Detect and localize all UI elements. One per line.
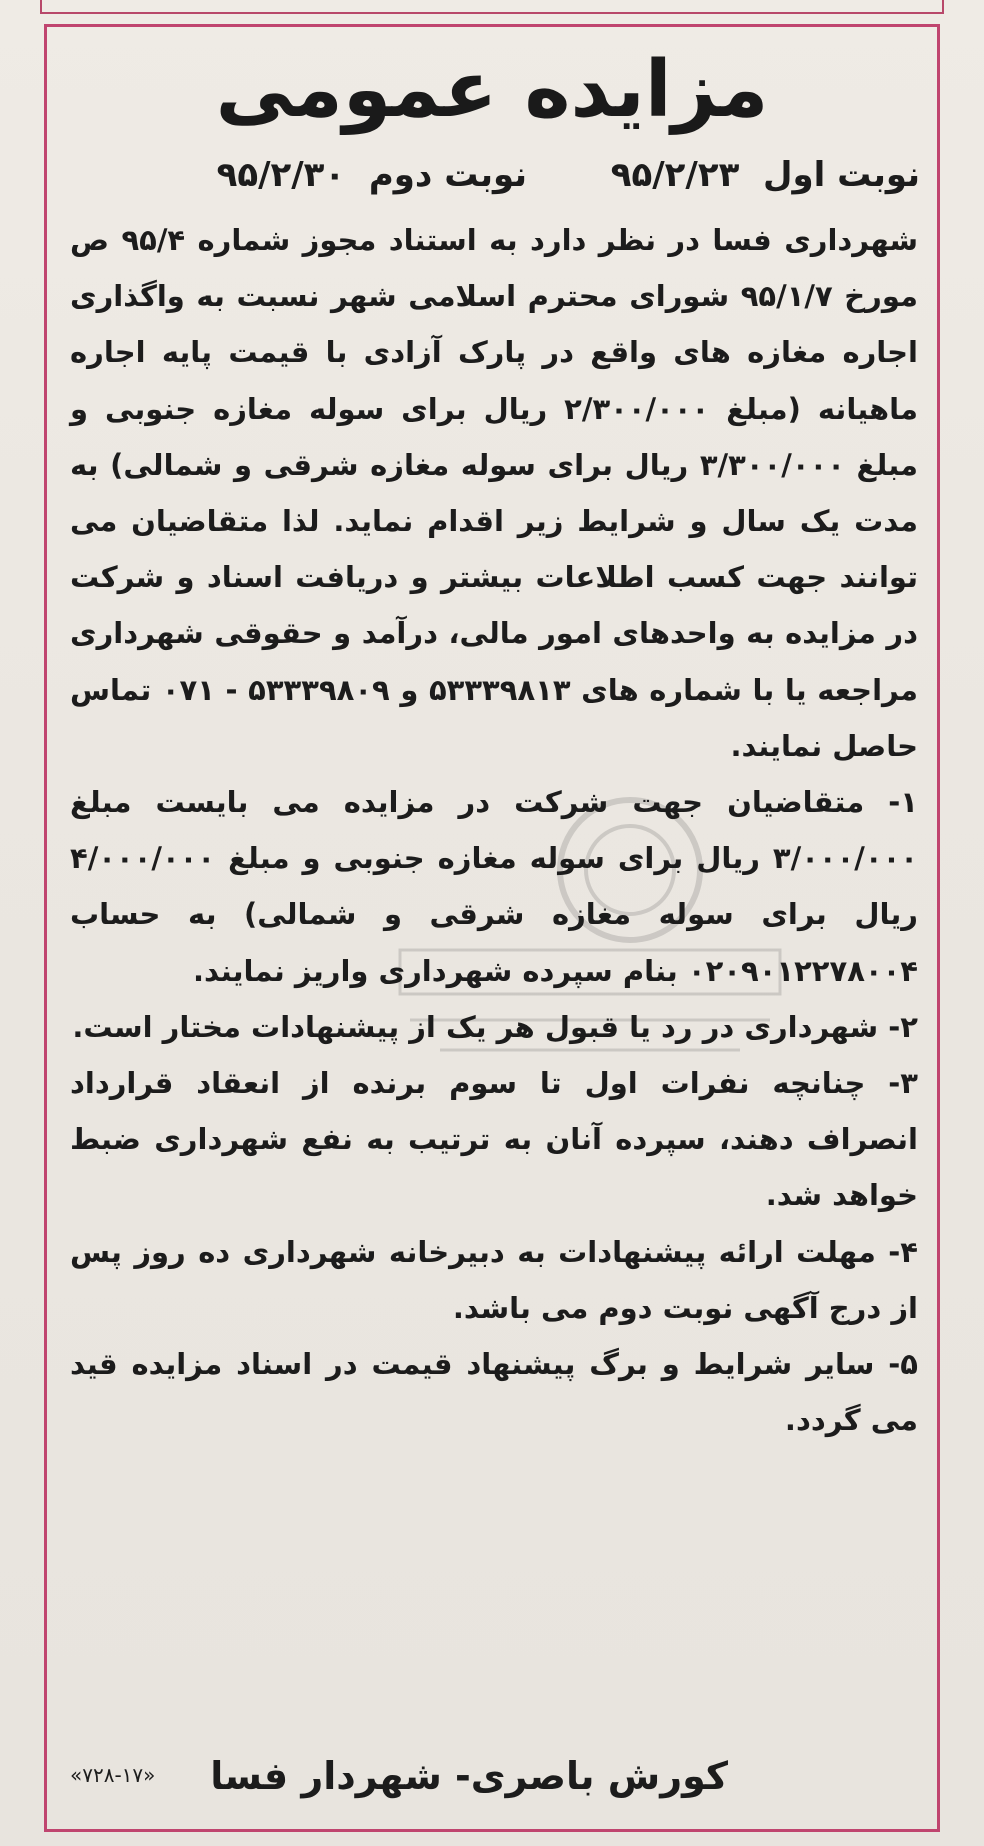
publication-dates xyxy=(70,150,920,200)
signature-row xyxy=(70,1746,918,1806)
condition-1: ۱- متقاضیان جهت شرکت در مزایده می بایست مبلغ ۳/۰۰۰/۰۰۰ ریال برای سوله مغازه جنوبی و مبلغ ۴/۰۰۰/۰۰۰ ریال برای سوله مغازه شرقی و شمالی) به حساب ۰۲۰۹۰۱۲۲۷۸۰۰۴ بنام سپرده شهرداری واریز نمایند. xyxy=(70,785,918,988)
condition-2: ۲- شهرداری در رد یا قبول هر یک از پیشنهادات مختار است. xyxy=(72,1009,918,1044)
signature: کورش باصری- شهردار فسا xyxy=(210,1754,728,1798)
notice-title: مزایده عمومی xyxy=(215,45,769,135)
condition-4: ۴- مهلت ارائه پیشنهادات به دبیرخانه شهرداری ده روز پس از درج آگهی نوبت دوم می باشد. xyxy=(70,1234,918,1325)
intro-paragraph: شهرداری فسا در نظر دارد به استناد مجوز شماره ۹۵/۴ ص مورخ ۹۵/۱/۷ شورای محترم اسلامی شهر نسبت به واگذاری اجاره مغازه های واقع در پارک آزادی با قیمت پایه اجاره ماهیانه (مبلغ ۲/۳۰۰/۰۰۰ ریال برای سوله مغازه جنوبی و مبلغ ۳/۳۰۰/۰۰۰ ریال برای سوله مغازه شرقی و شمالی) به مدت یک سال و شرایط زیر اقدام نماید. لذا متقاضیان می توانند جهت کسب اطلاعات بیشتر و دریافت اسناد و شرکت در مزایده به واحدهای امور مالی، درآمد و حقوقی شهرداری مراجعه یا با شماره های ۵۳۳۳۹۸۱۳ و ۵۳۳۳۹۸۰۹ - ۰۷۱ تماس حاصل نمایند. xyxy=(70,223,919,763)
first-round-date: ۹۵/۲/۲۳ xyxy=(610,155,740,195)
condition-3: ۳- چنانچه نفرات اول تا سوم برنده از انعقاد قرارداد انصراف دهند، سپرده آنان به ترتیب به نفع شهرداری ضبط خواهد شد. xyxy=(70,1066,918,1213)
second-round-label: نوبت دوم xyxy=(368,155,528,195)
condition-5: ۵- سایر شرایط و برگ پیشنهاد قیمت در اسناد مزایده قید می گردد. xyxy=(70,1347,918,1438)
first-round-label: نوبت اول xyxy=(763,155,920,195)
second-round-date: ۹۵/۲/۳۰ xyxy=(216,155,346,195)
previous-ad-border xyxy=(40,0,944,14)
ad-code: «۷۲۸-۱۷» xyxy=(70,1763,156,1787)
notice-body xyxy=(70,212,918,1448)
